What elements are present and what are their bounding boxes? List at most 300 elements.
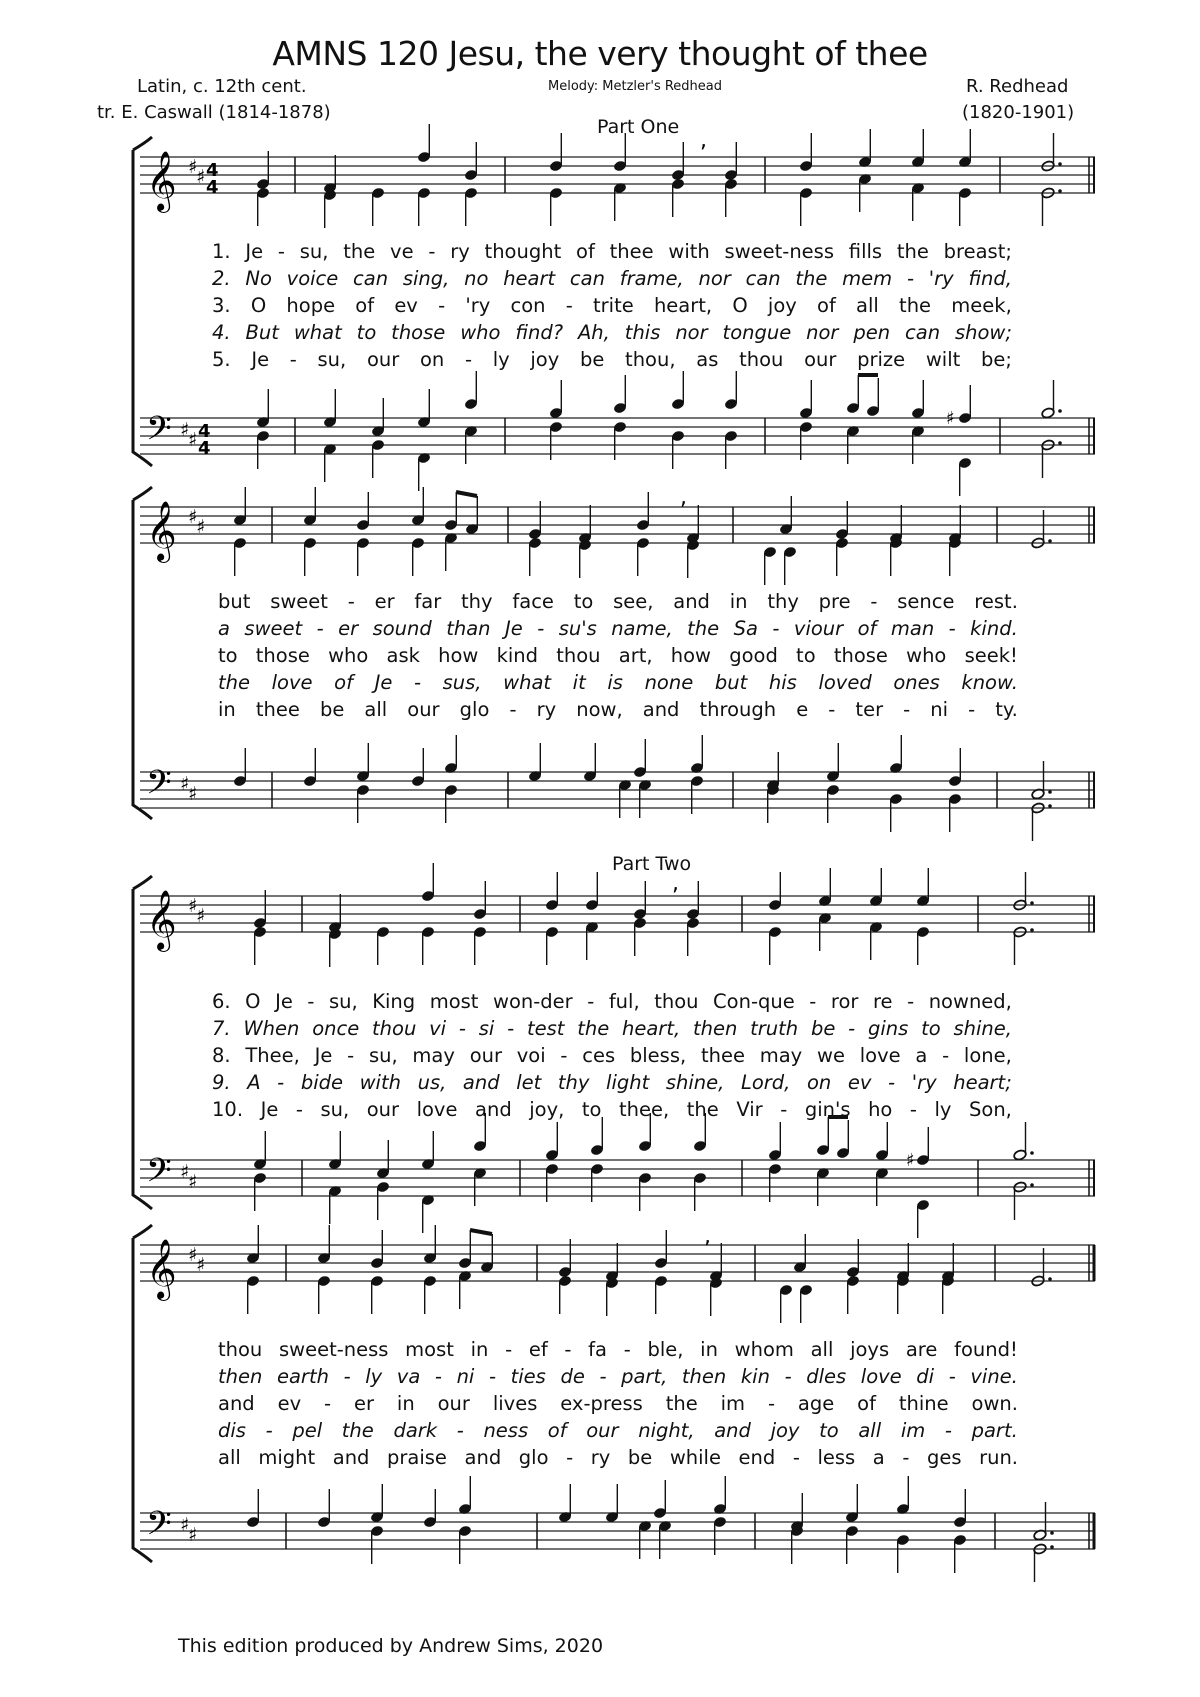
lyric-syllable: our — [586, 1419, 619, 1442]
lyric-syllable: of — [857, 617, 877, 640]
lyric-syllable: all — [856, 294, 879, 317]
lyric-syllable: sing, — [402, 267, 450, 290]
lyric-syllable: joy — [767, 294, 797, 317]
verse-5-line — [0, 698, 1200, 724]
treble-clef-icon: 𝄞 — [146, 890, 177, 950]
lyric-syllable: all — [364, 698, 388, 721]
lyric-syllable: er — [374, 590, 395, 613]
lyric-syllable: Con-que — [713, 990, 795, 1013]
lyric-syllable: ni — [456, 1365, 475, 1388]
lyric-text — [212, 348, 1012, 371]
lyric-syllable: dles — [806, 1365, 847, 1388]
lyric-syllable: - — [903, 698, 911, 721]
part-two-label: Part Two — [612, 853, 692, 875]
verse-9-line — [0, 1419, 1200, 1445]
verse-10-line — [0, 1098, 1200, 1124]
lyric-syllable: us, — [417, 1071, 447, 1094]
lyric-text — [218, 1365, 1018, 1388]
lyric-syllable: - — [792, 1446, 800, 1469]
lyric-syllable: Thee, — [245, 1044, 300, 1067]
lyric-syllable: thy — [767, 590, 799, 613]
lyric-syllable: voice — [286, 267, 339, 290]
lyric-syllable: - — [587, 990, 595, 1013]
verse-2-line — [0, 267, 1200, 293]
lyric-syllable: those — [391, 321, 446, 344]
lyric-syllable: kind. — [970, 617, 1018, 640]
lyric-syllable: most — [405, 1338, 454, 1361]
lyric-syllable: and — [714, 1419, 751, 1442]
lyric-syllable: ev — [847, 1071, 872, 1094]
verse-5-line — [0, 348, 1200, 374]
bass-staff — [140, 1160, 1095, 1196]
lyric-syllable: night, — [638, 1419, 695, 1442]
lyric-text — [218, 617, 1018, 640]
lyric-syllable: with — [668, 240, 710, 263]
lyric-syllable: than — [446, 617, 491, 640]
lyric-syllable: found! — [954, 1338, 1018, 1361]
lyric-syllable: - — [944, 1419, 952, 1442]
time-signature: 4 — [198, 438, 211, 459]
lyric-syllable: - — [848, 1017, 856, 1040]
lyric-syllable: - — [828, 698, 836, 721]
lyric-syllable: might — [258, 1446, 316, 1469]
lyric-syllable: find? — [515, 321, 564, 344]
lyric-syllable: ror — [830, 990, 859, 1013]
part-one-label: Part One — [597, 116, 680, 138]
melody-credit: Melody: Metzler's Redhead — [548, 79, 723, 94]
lyric-syllable: - — [870, 590, 878, 613]
sharp-icon: ♯ — [180, 1161, 190, 1183]
lyric-syllable: ry — [450, 240, 470, 263]
lyric-syllable: ex-press — [560, 1392, 643, 1415]
lyric-syllable: ly — [934, 1098, 952, 1121]
lyric-syllable: but — [714, 671, 748, 694]
bass-clef-icon: 𝄢 — [146, 1152, 172, 1198]
lyric-syllable: - — [277, 1071, 285, 1094]
lyric-syllable: joys — [850, 1338, 890, 1361]
verse-6-line — [0, 1338, 1200, 1364]
lyric-syllable: who — [906, 644, 947, 667]
lyric-syllable: su, — [368, 1044, 398, 1067]
lyric-syllable: breast; — [943, 240, 1012, 263]
lyric-syllable: thou — [372, 1017, 417, 1040]
lyric-syllable: When — [243, 1017, 300, 1040]
lyric-syllable: our — [407, 698, 440, 721]
lyric-syllable: ones — [893, 671, 940, 694]
lyric-syllable: 'ry — [465, 294, 491, 317]
lyric-syllable: truth — [750, 1017, 799, 1040]
lyric-syllable: how — [670, 644, 712, 667]
lyric-syllable: all — [858, 1419, 882, 1442]
lyric-syllable: dark — [393, 1419, 438, 1442]
lyric-syllable: then — [681, 1365, 727, 1388]
sharp-icon: ♯ — [196, 516, 206, 538]
lyric-syllable: is — [607, 671, 623, 694]
lyric-syllable: - — [456, 1419, 464, 1442]
lyric-syllable: what — [503, 671, 552, 694]
lyric-syllable: less — [817, 1446, 856, 1469]
time-signature: 4 — [206, 177, 219, 198]
verse-7-line — [0, 1365, 1200, 1391]
lyric-syllable: con — [510, 294, 546, 317]
lyric-syllable: may — [412, 1044, 455, 1067]
lyric-syllable: - — [347, 590, 355, 613]
lyric-syllable: - — [902, 1446, 910, 1469]
lyric-syllable: heart, — [622, 1017, 681, 1040]
lyric-syllable: it — [572, 671, 586, 694]
lyric-syllable: 6. — [212, 990, 231, 1013]
lyric-syllable: how — [438, 644, 479, 667]
lyric-syllable: - — [537, 617, 545, 640]
lyric-syllable: in — [470, 1338, 489, 1361]
lyric-syllable: our — [366, 1098, 400, 1121]
lyric-syllable: to — [573, 590, 594, 613]
lyric-syllable: through — [699, 698, 777, 721]
lyric-syllable: - — [428, 240, 436, 263]
lyric-syllable: the — [577, 1017, 610, 1040]
lyric-syllable: But — [245, 321, 279, 344]
lyric-syllable: to — [218, 644, 238, 667]
lyric-syllable: but — [218, 590, 251, 613]
lyric-syllable: King — [372, 990, 416, 1013]
lyric-syllable: loved — [818, 671, 872, 694]
sharp-icon: ♯ — [180, 419, 190, 441]
lyric-syllable: nor — [698, 267, 731, 290]
lyric-syllable: 8. — [212, 1044, 231, 1067]
lyric-syllable: sound — [372, 617, 432, 640]
lyric-syllable: er — [354, 1392, 375, 1415]
lyric-syllable: bide — [300, 1071, 343, 1094]
lyric-syllable: a — [218, 617, 230, 640]
verse-4-line — [0, 321, 1200, 347]
lyric-syllable: what — [293, 321, 342, 344]
lyric-syllable: then — [692, 1017, 738, 1040]
lyric-syllable: - — [307, 990, 315, 1013]
lyric-syllable: di — [916, 1365, 935, 1388]
lyric-syllable: - — [413, 671, 421, 694]
lyric-syllable: of — [857, 1392, 876, 1415]
lyric-syllable: 7. — [212, 1017, 231, 1040]
lyric-syllable: ry — [590, 1446, 611, 1469]
lyric-syllable: A — [247, 1071, 261, 1094]
lyric-syllable: - — [509, 698, 517, 721]
lyric-syllable: 1. — [212, 240, 231, 263]
lyric-syllable: - — [265, 1419, 273, 1442]
lyric-syllable: si — [478, 1017, 495, 1040]
lyric-syllable: thou — [218, 1338, 263, 1361]
lyric-text — [212, 990, 1012, 1013]
bass-clef-icon: 𝄢 — [146, 410, 172, 456]
lyric-syllable: shine, — [665, 1071, 725, 1094]
lyric-syllable: to — [921, 1017, 941, 1040]
hymn-title: AMNS 120 Jesu, the very thought of thee — [272, 34, 928, 73]
lyric-syllable: may — [759, 1044, 803, 1067]
lyric-syllable: bless, — [629, 1044, 687, 1067]
lyric-syllable: and — [462, 1071, 500, 1094]
time-signature: 4 — [206, 160, 219, 181]
lyric-syllable: ble, — [647, 1338, 684, 1361]
composer-name: R. Redhead — [966, 76, 1069, 97]
lyric-syllable: Je — [314, 1044, 333, 1067]
lyric-syllable: thou, — [625, 348, 676, 371]
lyric-syllable: joy, — [529, 1098, 565, 1121]
lyric-syllable: thine — [898, 1392, 949, 1415]
verse-8-line — [0, 1044, 1200, 1070]
lyric-syllable: Je — [505, 617, 523, 640]
verse-2-line — [0, 617, 1200, 643]
lyric-syllable: can — [353, 267, 389, 290]
lyric-syllable: Son, — [969, 1098, 1012, 1121]
lyric-syllable: 5. — [212, 348, 231, 371]
lyric-syllable: re — [872, 990, 893, 1013]
lyric-text — [212, 1044, 1012, 1067]
lyric-syllable: thou — [556, 644, 601, 667]
lyric-syllable: who — [328, 644, 369, 667]
lyric-syllable: - — [942, 1044, 950, 1067]
lyric-syllable: the — [218, 671, 251, 694]
lyric-syllable: the — [899, 294, 932, 317]
lyric-syllable: on — [419, 348, 445, 371]
lyric-syllable: pen — [853, 321, 891, 344]
lyric-syllable: ties — [510, 1365, 546, 1388]
lyric-syllable: 4. — [212, 321, 231, 344]
lyric-syllable: O — [732, 294, 748, 317]
lyric-syllable: nowned, — [928, 990, 1012, 1013]
lyric-syllable: vi — [429, 1017, 447, 1040]
lyric-syllable: su, — [299, 240, 329, 263]
treble-clef-icon: 𝄞 — [146, 501, 177, 561]
lyric-syllable: - — [458, 1017, 466, 1040]
lyric-syllable: Ah, — [577, 321, 610, 344]
lyric-syllable: fa — [588, 1338, 607, 1361]
lyric-syllable: ry — [536, 698, 557, 721]
lyric-syllable: su, — [317, 348, 347, 371]
lyric-syllable: part. — [971, 1419, 1018, 1442]
lyric-syllable: 2. — [212, 267, 231, 290]
lyric-syllable: ef — [528, 1338, 548, 1361]
lyric-syllable: good — [729, 644, 778, 667]
lyric-syllable: de — [560, 1365, 585, 1388]
lyric-syllable: - — [488, 1365, 496, 1388]
verse-8-line — [0, 1392, 1200, 1418]
lyric-text — [218, 1338, 1018, 1361]
lyric-syllable: sweet-ness — [279, 1338, 389, 1361]
verse-7-line — [0, 1017, 1200, 1043]
breath-mark: , — [704, 1224, 711, 1249]
lyric-syllable: Je — [260, 1098, 279, 1121]
sharp-icon: ♯ — [196, 1254, 206, 1276]
lyric-syllable: ve — [390, 240, 414, 263]
lyric-syllable: be — [319, 698, 345, 721]
lyric-syllable: once — [312, 1017, 360, 1040]
lyric-syllable: prize — [857, 348, 906, 371]
lyric-syllable: O — [245, 990, 261, 1013]
lyric-syllable: joy — [770, 1419, 800, 1442]
lyric-syllable: own. — [971, 1392, 1018, 1415]
lyric-syllable: our — [437, 1392, 470, 1415]
lyric-syllable: and — [332, 1446, 370, 1469]
lyric-syllable: won-der — [493, 990, 573, 1013]
verse-9-line — [0, 1071, 1200, 1097]
lyric-syllable: to — [581, 1098, 602, 1121]
lyric-syllable: - — [560, 1044, 568, 1067]
lyric-syllable: age — [797, 1392, 835, 1415]
treble-staff — [140, 896, 1095, 932]
lyric-syllable: whom — [734, 1338, 794, 1361]
lyric-syllable: while — [669, 1446, 721, 1469]
lyric-syllable: kin — [740, 1365, 770, 1388]
lyric-syllable: wilt — [925, 348, 961, 371]
lyric-text — [212, 294, 1012, 317]
lyric-syllable: shine, — [953, 1017, 1012, 1040]
lyric-syllable: - — [909, 1098, 917, 1121]
lyric-syllable: - — [780, 1098, 788, 1121]
sharp-icon: ♯ — [188, 1171, 198, 1193]
sharp-icon: ♯ — [180, 1514, 190, 1536]
lyric-syllable: lives — [492, 1392, 538, 1415]
lyric-syllable: with — [359, 1071, 401, 1094]
lyric-syllable: and — [218, 1392, 255, 1415]
lyric-syllable: light — [606, 1071, 650, 1094]
time-signature: 4 — [198, 421, 211, 442]
lyric-syllable: - — [438, 294, 446, 317]
sharp-icon: ♯ — [188, 156, 198, 178]
treble-clef-icon: 𝄞 — [146, 1239, 177, 1299]
verse-10-line — [0, 1446, 1200, 1472]
lyric-syllable: love — [859, 1044, 901, 1067]
lyric-syllable: 'ry — [911, 1071, 937, 1094]
lyric-syllable: who — [460, 321, 501, 344]
lyric-syllable: ni — [930, 698, 949, 721]
lyric-syllable: and — [673, 590, 710, 613]
lyric-syllable: in — [396, 1392, 415, 1415]
lyric-syllable: su's — [558, 617, 597, 640]
lyric-syllable: e — [796, 698, 809, 721]
lyric-syllable: glo — [518, 1446, 549, 1469]
lyric-syllable: on — [806, 1071, 832, 1094]
lyric-syllable: we — [817, 1044, 845, 1067]
lyric-syllable: the — [896, 240, 929, 263]
breath-mark: , — [680, 485, 687, 510]
lyric-syllable: joy — [530, 348, 560, 371]
lyric-syllable: and — [642, 698, 680, 721]
lyric-syllable: the — [795, 267, 828, 290]
lyric-syllable: test — [526, 1017, 565, 1040]
lyric-syllable: sweet — [270, 590, 328, 613]
lyric-syllable: glo — [459, 698, 490, 721]
lyric-text — [212, 267, 1012, 290]
lyric-syllable: in — [700, 1338, 718, 1361]
composer-dates: (1820-1901) — [962, 102, 1075, 123]
lyric-syllable: sweet — [244, 617, 303, 640]
lyric-syllable: pre — [818, 590, 851, 613]
lyric-syllable: art, — [618, 644, 653, 667]
lyric-syllable: - — [464, 348, 472, 371]
lyric-syllable: nor — [806, 321, 839, 344]
lyric-syllable: all — [810, 1338, 834, 1361]
lyric-syllable: the — [687, 617, 720, 640]
lyric-syllable: this — [624, 321, 661, 344]
lyric-syllable: - — [599, 1365, 607, 1388]
lyric-syllable: Sa — [733, 617, 758, 640]
lyric-syllable: be — [627, 1446, 653, 1469]
lyric-syllable: name, — [611, 617, 673, 640]
lyric-syllable: - — [347, 1044, 355, 1067]
sharp-icon: ♯ — [188, 895, 198, 917]
lyric-syllable: - — [289, 348, 297, 371]
lyric-syllable: - — [505, 1338, 513, 1361]
lyric-syllable: of — [576, 240, 595, 263]
verse-1-line — [0, 240, 1200, 266]
lyric-syllable: thou — [654, 990, 699, 1013]
lyric-syllable: tongue — [722, 321, 792, 344]
lyric-syllable: - — [809, 990, 817, 1013]
lyric-syllable: fills — [848, 240, 883, 263]
lyric-syllable: ter — [855, 698, 884, 721]
lyric-syllable: all — [218, 1446, 241, 1469]
sharp-icon: ♯ — [188, 506, 198, 528]
lyric-syllable: O — [250, 294, 267, 317]
verse-6-line — [0, 990, 1200, 1016]
lyric-syllable: voi — [516, 1044, 546, 1067]
lyric-text — [218, 1392, 1018, 1415]
lyric-syllable: can — [745, 267, 781, 290]
lyric-syllable: thou — [739, 348, 784, 371]
bass-staff — [140, 1513, 1095, 1549]
lyric-syllable: be — [579, 348, 605, 371]
lyric-syllable: - — [906, 267, 914, 290]
lyric-syllable: - — [948, 617, 956, 640]
lyric-syllable: our — [804, 348, 837, 371]
sharp-icon: ♯ — [188, 1244, 198, 1266]
lyric-syllable: his — [768, 671, 797, 694]
sharp-icon: ♯ — [946, 408, 955, 429]
lyric-syllable: - — [888, 1071, 896, 1094]
lyric-syllable: thee — [700, 1044, 745, 1067]
lyric-syllable: ev — [277, 1392, 302, 1415]
lyric-syllable: Lord, — [740, 1071, 791, 1094]
sharp-icon: ♯ — [188, 1524, 198, 1546]
lyric-syllable: see, — [613, 590, 654, 613]
lyric-syllable: Je — [251, 348, 270, 371]
lyric-syllable: thee — [255, 698, 300, 721]
lyric-syllable: our — [469, 1044, 502, 1067]
lyric-syllable: thy — [461, 590, 493, 613]
lyric-syllable: as — [696, 348, 719, 371]
lyric-syllable: and — [464, 1446, 502, 1469]
sharp-icon: ♯ — [196, 166, 206, 188]
lyric-syllable: thought — [484, 240, 562, 263]
lyric-syllable: sweet-ness — [724, 240, 834, 263]
lyric-syllable: - — [784, 1365, 792, 1388]
lyric-syllable: thy — [557, 1071, 590, 1094]
lyric-syllable: heart — [503, 267, 556, 290]
lyric-syllable: ask — [386, 644, 420, 667]
sharp-icon: ♯ — [188, 429, 198, 451]
lyric-syllable: - — [295, 1098, 303, 1121]
lyric-syllable: know. — [961, 671, 1018, 694]
lyric-syllable: heart, — [653, 294, 713, 317]
lyric-syllable: lone, — [963, 1044, 1012, 1067]
lyric-syllable: - — [324, 1392, 332, 1415]
lyric-syllable: love — [860, 1365, 902, 1388]
lyric-syllable: end — [738, 1446, 776, 1469]
lyric-syllable: - — [564, 1338, 572, 1361]
lyric-syllable: 3. — [212, 294, 231, 317]
lyric-syllable: the — [686, 1098, 719, 1121]
lyric-syllable: Je — [275, 990, 293, 1013]
lyric-syllable: 9. — [212, 1071, 231, 1094]
